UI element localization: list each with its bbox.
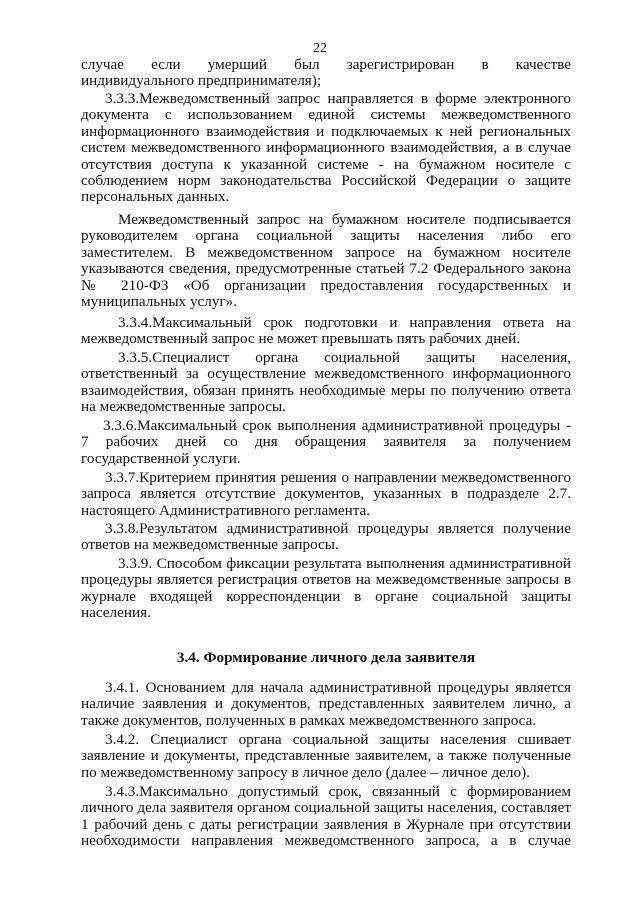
- page-number: 22: [313, 41, 327, 56]
- paragraph-3-4-2: [81, 732, 571, 781]
- text-line: государственной услуги.: [81, 450, 241, 467]
- paragraph-paper-request: [81, 212, 571, 310]
- paragraph-3-3-6: [81, 418, 571, 467]
- text-line: указываются сведения, предусмотренные статьей 7.2 Федерального закона: [81, 261, 571, 278]
- text-line: 3.3.5.Специалист органа социальной защиты населения,: [118, 350, 571, 366]
- paragraph-3-3-9: [81, 556, 571, 622]
- text-line: персональных данных.: [81, 189, 230, 206]
- text-line: 3.4.1. Основанием для начала административной процедуры является: [105, 680, 571, 696]
- text-line: 3.4.2. Специалист органа социальной защиты населения сшивает: [105, 732, 571, 748]
- text-line: 3.4.3.Максимально допустимый срок, связанный с формированием: [105, 784, 571, 800]
- paragraph-3-3-7: [81, 470, 571, 519]
- text-line: 3.3.6.Максимальный срок выполнения административной процедуры -: [103, 418, 571, 434]
- text-line: информационного взаимодействия и подключаемых к ней региональных: [81, 123, 571, 140]
- paragraph-3-4-3: [81, 784, 571, 850]
- text-line: 3.3.8.Результатом административной процедуры является получение: [105, 521, 571, 537]
- text-line: заместителем. В межведомственном запросе на бумажном носителе: [81, 244, 571, 261]
- text-line: также документов, полученных в рамках межведомственного запроса.: [81, 712, 537, 729]
- text-line: межведомственный запрос не может превышать пять рабочих дней.: [81, 331, 521, 348]
- text-line: 3.3.9. Способом фиксации результата выполнения административной: [118, 556, 571, 572]
- text-line: 3.3.4.Максимальный срок подготовки и направления ответа на: [118, 315, 571, 331]
- text-line: 3.3.7.Критерием принятия решения о направлении межведомственного: [105, 470, 571, 486]
- text-line: личного дела заявителя органом социальной защиты населения, составляет: [81, 800, 571, 817]
- text-line: соблюдением норм законодательства Российской Федерации о защите: [81, 172, 571, 189]
- text-line: наличие заявления и документов, представленных заявителем лично, а: [81, 696, 571, 713]
- text-line: ответов на межведомственные запросы.: [81, 537, 339, 554]
- text-line: журнале входящей корреспонденции в органе социальной защиты: [81, 588, 571, 605]
- text-line: взаимодействия, обязан принять необходимые меры по получению ответа: [81, 382, 571, 399]
- text-line: систем межведомственного информационного взаимодействия, а в случае: [81, 140, 571, 157]
- text-line: 7 рабочих дней со дня обращения заявителя за получением: [81, 434, 571, 451]
- paragraph-3-4-1: [81, 680, 571, 729]
- text-line: на межведомственные запросы.: [81, 399, 286, 416]
- text-line: № 210-ФЗ «Об организации предоставления государственных и: [81, 277, 571, 294]
- paragraph-intro: [81, 57, 571, 90]
- text-line: настоящего Административного регламента.: [81, 502, 371, 519]
- text-line: населения.: [81, 605, 151, 622]
- text-line: запроса является отсутствие документов, указанных в подразделе 2.7.: [81, 486, 571, 503]
- text-line: 3.3.3.Межведомственный запрос направляется в форме электронного: [105, 91, 571, 107]
- text-line: заявление и документы, представленные заявителем, а также полученные: [81, 748, 571, 765]
- paragraph-3-3-3: [81, 91, 571, 206]
- text-line: индивидуального предпринимателя);: [81, 73, 322, 90]
- paragraph-3-3-8: [81, 521, 571, 554]
- text-line: отсутствия доступа к указанной системе - на бумажном носителе с: [81, 156, 571, 173]
- section-heading: 3.4. Формирование личного дела заявителя: [176, 649, 476, 666]
- paragraph-3-3-5: [81, 350, 571, 416]
- text-line: Межведомственный запрос на бумажном носителе подписывается: [118, 212, 571, 228]
- text-line: документа с использованием единой системы межведомственного: [81, 107, 571, 124]
- text-line: ответственный за осуществление межведомственного информационного: [81, 366, 571, 383]
- text-line: процедуры является регистрация ответов на межведомственные запросы в: [81, 572, 571, 589]
- text-line: муниципальных услуг».: [81, 293, 238, 310]
- paragraph-3-3-4: [81, 315, 571, 348]
- text-line: случае если умерший был зарегистрирован в качестве: [81, 57, 571, 73]
- text-line: руководителем органа социальной защиты населения либо его: [81, 228, 571, 245]
- text-line: необходимости направления межведомственного запроса, а в случае: [81, 833, 571, 850]
- text-line: 1 рабочий день с даты регистрации заявления в Журнале при отсутствии: [81, 816, 571, 833]
- text-line: по межведомственному запросу в личное дело (далее – личное дело).: [81, 764, 530, 781]
